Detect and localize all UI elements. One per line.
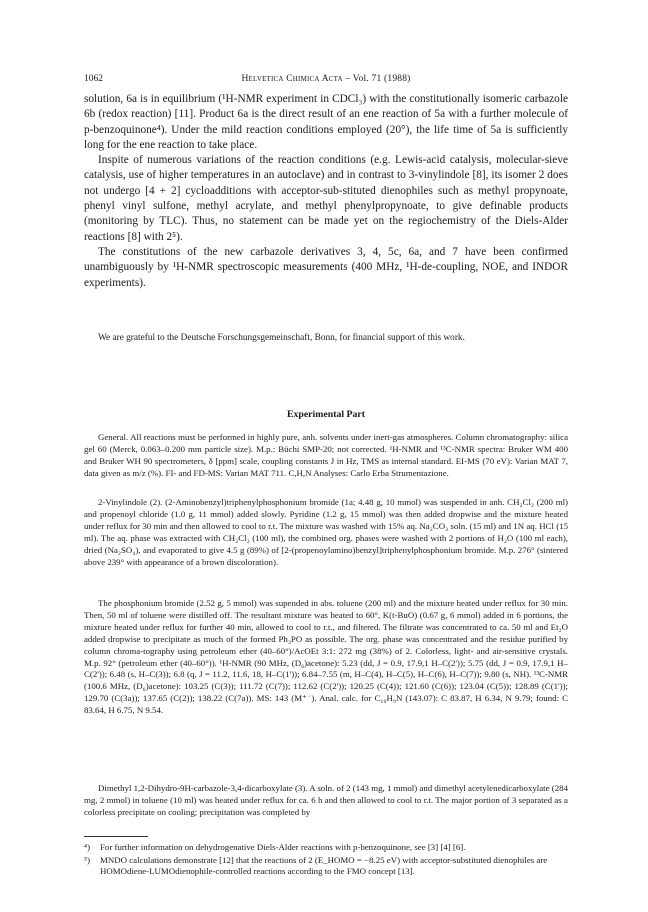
footnote-text: MNDO calculations demonstrate [12] that the reactions of 2 (E_HOMO = −8.25 eV) with acceptor-substituted dienophiles are HOMOdiene-LUMOdienophile-controlled reactions according to the FMO concept [13]. <box>100 855 548 877</box>
main-text <box>84 92 568 291</box>
experimental-general: General. All reactions must be performed in highly pure, anh. solvents under inert-gas atmospheres. Column chromatography: silica gel 60 (Merck, 0.063–0.200 mm particle size). M.p.: Büchi SMP-20; not corrected. ¹H-NMR and ¹³C-NMR spectra: Bruker WM 400 and Bruker WH 90 spectrometers, δ [ppm] scale, coupling constants J in Hz, TMS as internal standard. EI-MS (70 eV): Varian MAT 7, data given as m/z (%). FI- and FD-MS: Varian MAT 711. C,H,N Analyses: Carlo Erba Strumentazione. <box>84 432 568 478</box>
running-header <box>84 72 568 86</box>
journal-reference <box>84 72 568 86</box>
acknowledgement: We are grateful to the Deutsche Forschungsgemeinschaft, Bonn, for financial support of this work. <box>98 333 465 343</box>
footnote-4 <box>84 842 568 853</box>
experimental-phosphonium: The phosphonium bromide (2.52 g, 5 mmol) was supended in abs. toluene (200 ml) and the mixture heated under reflux for 30 min. Then, 50 ml of toluene were distilled off. The resultant mixture was heated to 60°, K(t-BuO) (0.67 g, 6 mmol) added in 6 portions, the mixture heated under reflux for further 40 min, allowed to cool to r.t., and filtered. The filtrate was concentrated to ca. 50 ml and Et₂O added dropwise to precipitate as much of the formed Ph₃PO as possible. The org. phase was concentrated and the residue purified by column chroma-tography using petroleum ether (40–60°)/AcOEt 3:1: 272 mg (38%) of 2. Colorless, light- and air-sensitive crystals. M.p. 92° (petroleum ether (40–60°)). ¹H-NMR (90 MHz, (D₆)acetone): 5.23 (dd, J = 0.9, 17.9,1 H–C(2')); 5.75 (dd, J = 0.9, 17.9,1 H–C(2')); 6.48 (s, H–C(3)); 6.8 (q, J = 11.2, 11.6, 18, H–C(1')); 6.84–7.55 (m, H–C(4), H–C(5), H–C(6), H–C(7)); 9.80 (s, NH). ¹³C-NMR (100.6 MHz, (D₆)acetone): 103.25 (C(3)); 111.72 (C(7)); 112.62 (C(2')); 120.25 (C(4)); 121.60 (C(6)); 123.04 (C(5)); 128.89 (C(1')); 129.70 (C(3a)); 137.65 (C(2)); 138.22 (C(7a)). MS: 143 (M⁺˙). Anal. calc. for C₁₀H₉N (143.07): C 83.87, H 6.34, N 9.79; found: C 83.64, H 6.75, N 9.54. <box>84 598 568 716</box>
paragraph-cycloaddition: Inspite of numerous variations of the reaction conditions (e.g. Lewis-acid catalysis, molecular-sieve catalysis, use of higher temperatures in an autoclave) and in contrast to 3-vinylindole [8], its isomer 2 does not undergo [4 + 2] cycloadditions with acceptor-sub-stituted dienophiles such as methyl propynoate, phenyl vinyl sulfone, methyl acrylate, and methyl phenylpropynoate, to give definable products (monitoring by TLC). Thus, no statement can be made yet on the regiochemistry of the Diels-Alder reactions [8] with 2⁵). <box>84 154 568 243</box>
footnote-mark: ⁴) <box>84 842 91 852</box>
paragraph-equilibrium: solution, 6a is in equilibrium (¹H-NMR experiment in CDCl₃) with the constitutionally isomeric carbazole 6b (redox reaction) [11]. Product 6a is the direct result of an ene reaction of 5a with a further molecule of p-benzoquinone⁴). Under the mild reaction conditions employed (20°), the life time of 5a is sufficiently long for the ene reaction to take place. <box>84 93 568 151</box>
journal-volume: – Vol. 71 (1988) <box>345 74 411 84</box>
footnote-divider <box>84 836 148 837</box>
footnote-mark: ⁵) <box>84 855 91 865</box>
experimental-vinylindole: 2-Vinylindole (2). (2-Aminobenzyl)triphenylphosphonium bromide (1a; 4.48 g, 10 mmol) was suspended in anh. CH₂Cl₂ (200 ml) and propenoyl chloride (1.0 g, 11 mmol) added slowly. Pyridine (1.2 g, 15 mmol) was then added dropwise and the mixture heated under reflux for 30 min and then allowed to cool to r.t. The mixture was washed with 15% aq. Na₂CO₃ soln. (15 ml) and 1N aq. HCl (15 ml). The aq. phase was extracted with CH₂Cl₂ (100 ml), the combined org. phases were washed with 2 portions of H₂O (100 ml each), dried (Na₂SO₄), and evaporated to give 4.5 g (89%) of [2-(propenoylamino)benzyl]triphenylphosphonium bromide. M.p. 276° (sintered above 239° with appearance of a brown discoloration). <box>84 497 568 567</box>
page-number: 1062 <box>84 74 103 84</box>
footnote-text: For further information on dehydrogenative Diels-Alder reactions with p-benzoquinone, see [3] [4] [6]. <box>100 842 466 852</box>
paragraph-constitutions: The constitutions of the new carbazole derivatives 3, 4, 5c, 6a, and 7 have been confirmed unambiguously by ¹H-NMR spectroscopic measurements (400 MHz, ¹H-de-coupling, NOE, and INDOR experiments). <box>84 245 568 289</box>
footnote-5 <box>84 855 568 877</box>
experimental-dicarboxylate: Dimethyl 1,2-Dihydro-9H-carbazole-3,4-dicarboxylate (3). A soln. of 2 (143 mg, 1 mmol) and dimethyl acetylenedicarboxylate (284 mg, 2 mmol) in toluene (10 ml) was heated under reflux for ca. 6 h and then allowed to cool to r.t. The major portion of 3 separated as a colorless precipitate on cooling; precipitation was completed by <box>84 783 568 817</box>
journal-name: Helvetica Chimica Acta <box>241 74 343 84</box>
section-title: Experimental Part <box>286 409 366 420</box>
